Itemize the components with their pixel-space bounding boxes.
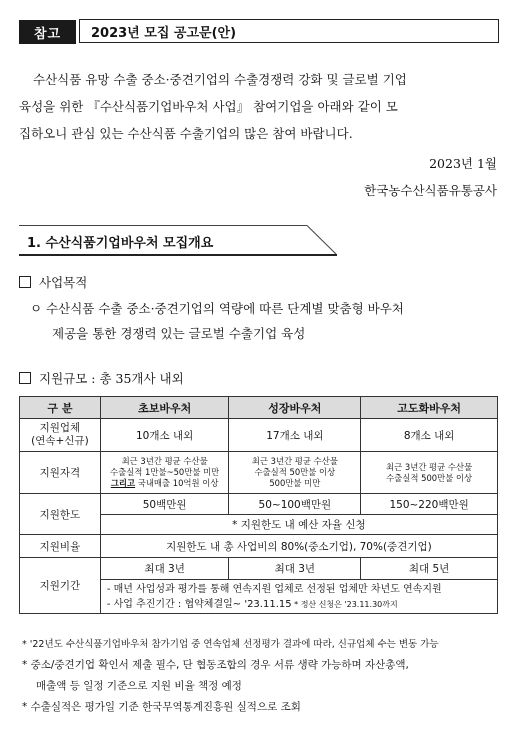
footnote: * 수출실적은 평가일 기준 한국무역통계진흥원 실적으로 조회 [22, 701, 301, 713]
table-header-row [20, 397, 498, 419]
table-row [20, 494, 498, 515]
footnote: * '22년도 수산식품기업바우처 참가기업 중 연속업체 선정평가 결과에 따라, 신규업체 수는 변동 가능 [22, 639, 439, 650]
table-header: 구 분 [20, 397, 101, 419]
table-header: 성장바우처 [229, 397, 361, 419]
purpose-line: ㅇ 수산식품 수출 중소·중견기업의 역량에 따른 단계별 맞춤형 바우처 [30, 301, 404, 316]
table-cell: 최대 3년 [100, 558, 229, 580]
organization-name: 한국농수산식품유통공사 [364, 183, 497, 198]
section-heading-corner [307, 225, 337, 255]
table-cell: 최대 5년 [361, 558, 498, 580]
row-label: 지원업체 (연속+신규) [20, 419, 101, 452]
scale-heading: 지원규모 : 총 35개사 내외 [19, 369, 184, 387]
reference-tag: 참고 [19, 20, 76, 44]
table-cell: 지원한도 내 총 사업비의 80%(중소기업), 70%(중견기업) [100, 535, 497, 558]
voucher-table [19, 396, 498, 614]
table-row [20, 452, 498, 494]
footnote: * 중소/중견기업 확인서 제출 필수, 단 협동조합의 경우 서류 생략 가능하며 자산총액, [22, 659, 409, 671]
intro-line: 집하오니 관심 있는 수산식품 수출기업의 많은 참여 바랍니다. [19, 126, 353, 141]
table-note: * 지원한도 내 예산 자율 신청 [100, 515, 497, 535]
table-cell: 50백만원 [100, 494, 229, 515]
footnotes [22, 634, 502, 718]
table-row [20, 535, 498, 558]
table-cell: 10개소 내외 [100, 419, 229, 452]
row-label: 지원자격 [20, 452, 101, 494]
table-row [20, 558, 498, 580]
intro-paragraph [19, 66, 499, 147]
checkbox-square-icon [19, 276, 31, 288]
checkbox-square-icon [19, 372, 31, 384]
announcement-date: 2023년 1월 [429, 156, 497, 171]
purpose-line: 제공을 통한 경쟁력 있는 글로벌 수출기업 육성 [52, 326, 306, 341]
row-label: 지원한도 [20, 494, 101, 535]
row-label: 지원비율 [20, 535, 101, 558]
table-row [20, 419, 498, 452]
intro-line: 육성을 위한 『수산식품기업바우처 사업』 참여기업을 아래와 같이 모 [19, 99, 398, 114]
table-cell: 최근 3년간 평균 수산물 수출실적 500만불 이상 [361, 452, 498, 494]
intro-line: 수산식품 유망 수출 중소·중견기업의 수출경쟁력 강화 및 글로벌 기업 [33, 72, 407, 87]
table-cell: 8개소 내외 [361, 419, 498, 452]
table-cell: 최근 3년간 평균 수산물 수출실적 50만불 이상 500만불 미만 [229, 452, 361, 494]
purpose-heading: 사업목적 [19, 273, 87, 291]
table-note: - 매년 사업성과 평가를 통해 연속지원 업체로 선정된 업체만 차년도 연속지원 - 사업 추진기간 : 협약체결일~ '23.11.15 * 정산 신청은 '23.11.30까지 [100, 580, 497, 614]
table-cell: 150~220백만원 [361, 494, 498, 515]
table-cell: 최근 3년간 평균 수산물 수출실적 1만불~50만불 미만 그리고 국내매출 10억원 이상 [100, 452, 229, 494]
footnote: 매출액 등 일정 기준으로 지원 비율 책정 예정 [36, 680, 242, 692]
row-label: 지원기간 [20, 558, 101, 614]
section-heading [19, 225, 339, 255]
section-title: 1. 수산식품기업바우처 모집개요 [27, 236, 214, 251]
document-title: 2023년 모집 공고문(안) [79, 19, 499, 43]
table-cell: 최대 3년 [229, 558, 361, 580]
table-cell: 17개소 내외 [229, 419, 361, 452]
table-header: 고도화바우처 [361, 397, 498, 419]
table-header: 초보바우처 [100, 397, 229, 419]
table-cell: 50~100백만원 [229, 494, 361, 515]
